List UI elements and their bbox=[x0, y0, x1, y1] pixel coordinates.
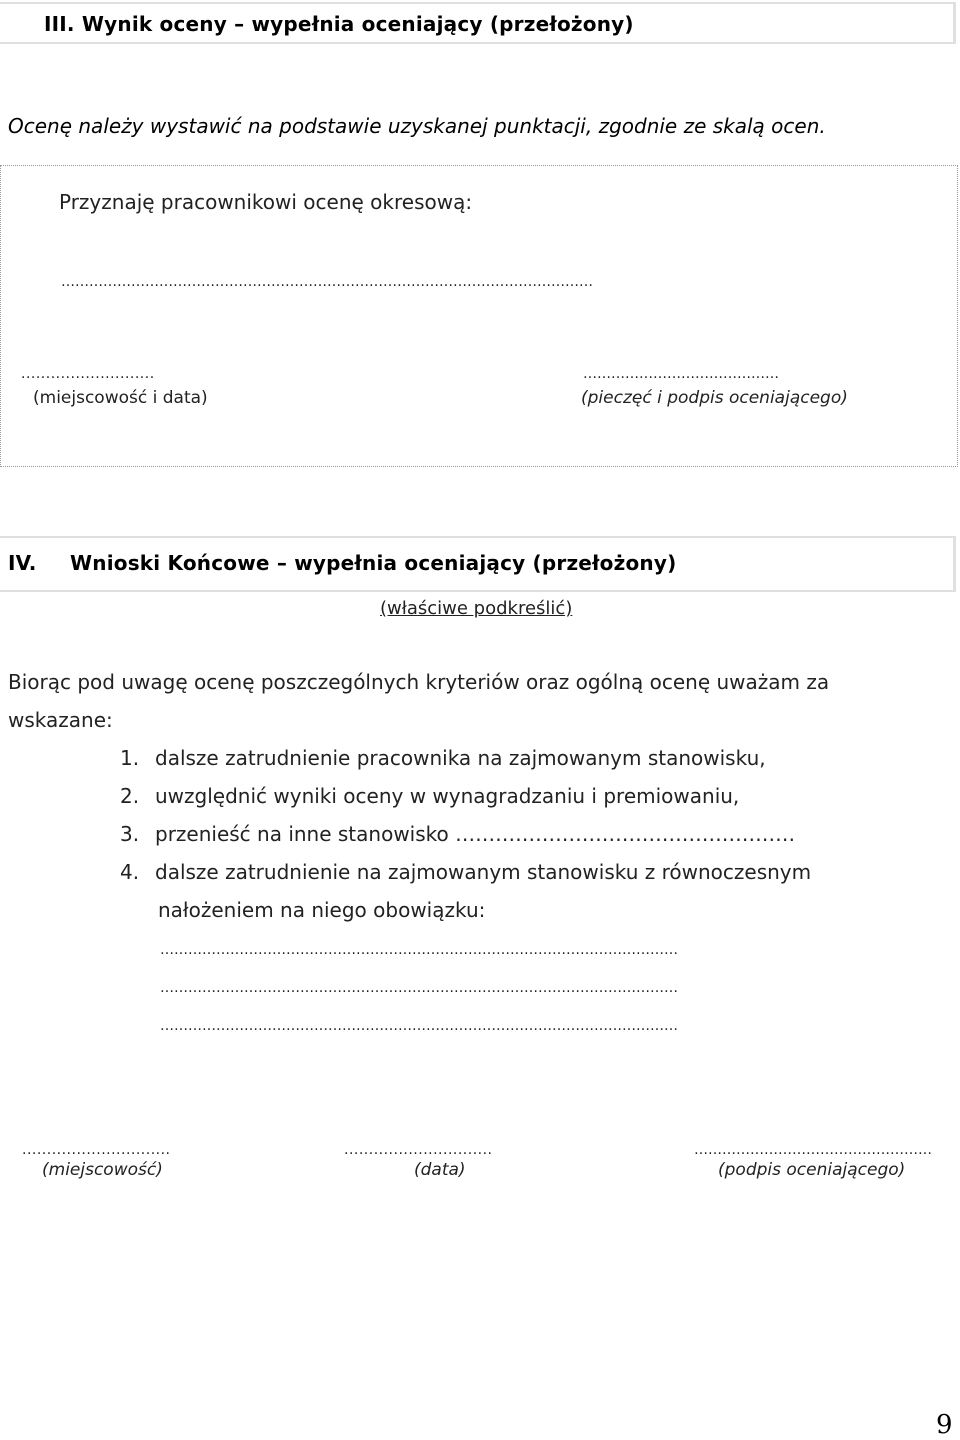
list-item-text: przenieść na inne stanowisko …………………………………………… bbox=[155, 822, 796, 846]
intro-line-2: wskazane: bbox=[8, 708, 113, 732]
list-item-text: dalsze zatrudnienie pracownika na zajmowanym stanowisku, bbox=[155, 746, 766, 770]
place-date-caption: (miejscowość i data) bbox=[33, 388, 208, 408]
item-4-continuation: nałożeniem na niego obowiązku: bbox=[158, 898, 486, 922]
date-dots: .............................. bbox=[344, 1142, 493, 1158]
grade-box bbox=[0, 165, 958, 467]
place-dots: .............................. bbox=[22, 1142, 171, 1158]
stamp-sign-dots: …………………………………… bbox=[583, 366, 779, 382]
list-item-number: 3. bbox=[120, 822, 140, 846]
page-number: 9 bbox=[936, 1410, 953, 1440]
grant-dots: …………………………………………………………………………………………………… bbox=[61, 274, 593, 290]
fill-line: ………………………………………………………………………………………………… bbox=[160, 942, 678, 958]
date-caption: (data) bbox=[414, 1160, 466, 1180]
section-4-header bbox=[0, 536, 956, 592]
section-4-title: Wnioski Końcowe – wypełnia oceniający (przełożony) bbox=[70, 551, 677, 575]
section-3-header bbox=[0, 2, 956, 44]
signature-caption: (podpis oceniającego) bbox=[718, 1160, 906, 1180]
grant-label: Przyznaję pracownikowi ocenę okresową: bbox=[59, 190, 473, 214]
list-item-number: 1. bbox=[120, 746, 140, 770]
section-4-note: (właściwe podkreślić) bbox=[380, 598, 573, 619]
fill-line: ………………………………………………………………………………………………… bbox=[160, 1018, 678, 1034]
list-item-text: dalsze zatrudnienie na zajmowanym stanowisku z równoczesnym bbox=[155, 860, 812, 884]
section-3-title: III. Wynik oceny – wypełnia oceniający (przełożony) bbox=[44, 12, 634, 36]
list-item-number: 4. bbox=[120, 860, 140, 884]
stamp-sign-caption: (pieczęć i podpis oceniającego) bbox=[581, 388, 848, 408]
place-date-dots: ........................... bbox=[21, 366, 155, 382]
list-item-number: 2. bbox=[120, 784, 140, 808]
fill-line: ………………………………………………………………………………………………… bbox=[160, 980, 678, 996]
section-4-number: IV. bbox=[8, 551, 37, 575]
intro-line-1: Biorąc pod uwagę ocenę poszczególnych kryteriów oraz ogólną ocenę uważam za bbox=[8, 670, 830, 694]
place-caption: (miejscowość) bbox=[42, 1160, 163, 1180]
list-item-text: uwzględnić wyniki oceny w wynagradzaniu i premiowaniu, bbox=[155, 784, 740, 808]
signature-dots: …………………………………………… bbox=[694, 1142, 932, 1158]
section-3-instruction: Ocenę należy wystawić na podstawie uzyskanej punktacji, zgodnie ze skalą ocen. bbox=[8, 114, 826, 138]
